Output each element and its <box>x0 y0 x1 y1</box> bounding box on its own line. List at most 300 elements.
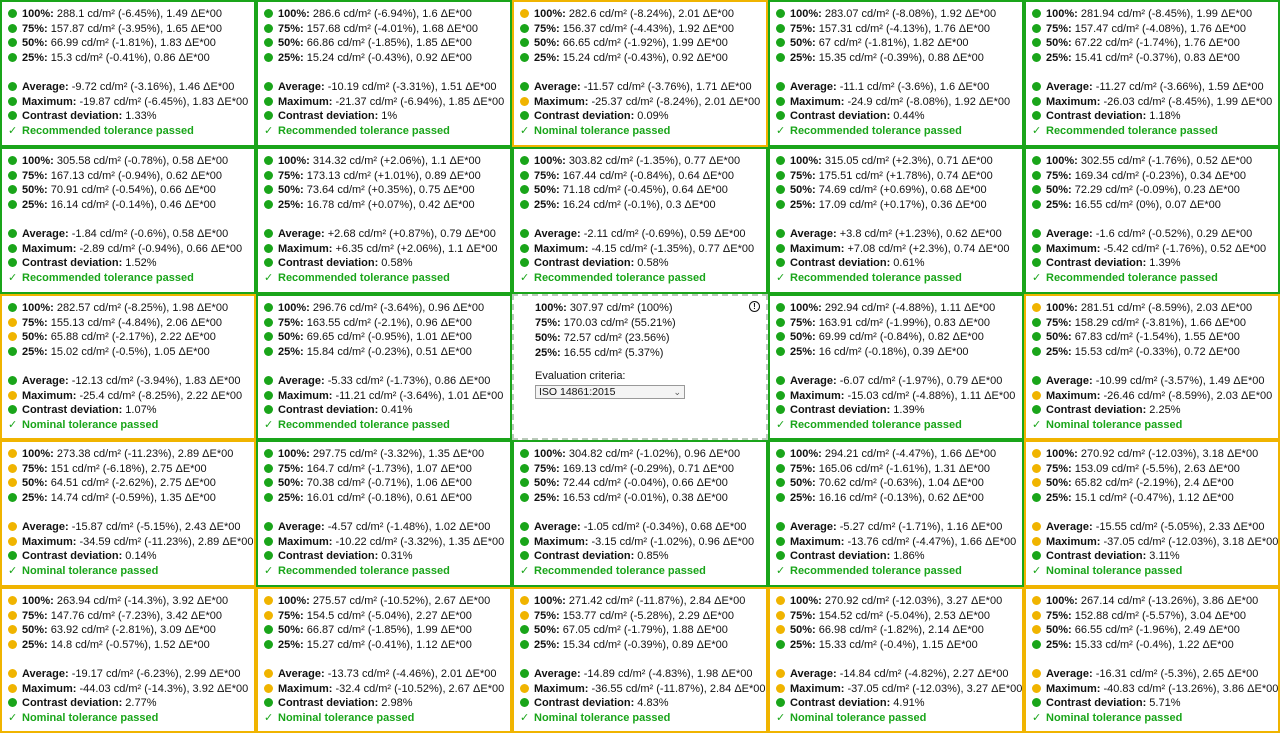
status-dot-icon <box>8 625 17 634</box>
status-dot-icon <box>264 38 273 47</box>
measurement-value: 15.02 cd/m² (-0.5%), 1.05 ΔE*00 <box>47 345 210 358</box>
measurement-label: 100%: <box>1046 302 1078 314</box>
measurement-line <box>776 256 1016 271</box>
measurement-line <box>8 447 248 462</box>
measurement-label: 75%: <box>278 22 304 35</box>
spacer <box>8 652 248 667</box>
measurement-label: Average: <box>790 667 837 680</box>
measurement-line <box>520 623 760 638</box>
measurement-label: 50%: <box>790 331 816 344</box>
measurement-cell <box>1024 440 1280 587</box>
measurement-label: Maximum: <box>1046 242 1101 255</box>
measurement-label: Average: <box>22 520 69 533</box>
measurement-line <box>776 242 1016 257</box>
measurement-value: 0.58% <box>634 257 669 270</box>
measurement-value: 169.34 cd/m² (-0.23%), 0.34 ΔE*00 <box>1071 169 1246 182</box>
measurement-value: 69.65 cd/m² (-0.95%), 1.01 ΔE*00 <box>303 331 472 344</box>
measurement-line <box>520 256 760 271</box>
tolerance-result <box>776 564 1016 579</box>
measurement-value: -12.13 cd/m² (-3.94%), 1.83 ΔE*00 <box>68 374 241 387</box>
status-dot-icon <box>1032 669 1041 678</box>
measurement-line <box>1032 7 1272 22</box>
measurement-value: 0.09% <box>634 110 669 123</box>
measurement-cell <box>1024 0 1280 147</box>
measurement-label: 75%: <box>278 462 304 475</box>
status-dot-icon <box>1032 53 1041 62</box>
status-dot-icon <box>8 493 17 502</box>
measurement-line <box>1032 242 1272 257</box>
spacer <box>520 652 760 667</box>
measurement-value: -25.37 cd/m² (-8.24%), 2.01 ΔE*00 <box>588 95 761 108</box>
measurement-label: Average: <box>534 667 581 680</box>
measurement-value: -11.21 cd/m² (-3.64%), 1.01 ΔE*00 <box>332 389 504 402</box>
measurement-label: Maximum: <box>1046 535 1101 548</box>
measurement-label: 100%: <box>534 155 566 167</box>
measurement-value: 15.1 cd/m² (-0.47%), 1.12 ΔE*00 <box>1071 491 1234 504</box>
measurement-line <box>1032 462 1272 477</box>
status-dot-icon <box>8 347 17 356</box>
status-dot-icon <box>1032 376 1041 385</box>
status-dot-icon <box>776 478 785 487</box>
measurement-line <box>776 198 1016 213</box>
measurement-label: 75%: <box>22 316 48 329</box>
measurement-value: 15.41 cd/m² (-0.37%), 0.83 ΔE*00 <box>1071 51 1240 64</box>
measurement-value: 270.92 cd/m² (-12.03%), 3.18 ΔE*00 <box>1077 448 1259 460</box>
measurement-value: 294.21 cd/m² (-4.47%), 1.66 ΔE*00 <box>821 448 997 460</box>
measurement-value: 66.86 cd/m² (-1.85%), 1.85 ΔE*00 <box>303 37 472 50</box>
status-dot-icon <box>776 625 785 634</box>
measurement-value: 15.27 cd/m² (-0.41%), 1.12 ΔE*00 <box>303 638 472 651</box>
reference-value: 307.97 cd/m² (100%) <box>566 302 673 314</box>
measurement-line <box>776 520 1016 535</box>
measurement-label: 50%: <box>534 37 560 50</box>
measurement-value: 16.55 cd/m² (0%), 0.07 ΔE*00 <box>1071 198 1221 211</box>
measurement-line <box>264 80 504 95</box>
tolerance-result-text: Recommended tolerance passed <box>22 124 194 137</box>
measurement-value: 157.68 cd/m² (-4.01%), 1.68 ΔE*00 <box>303 22 478 35</box>
status-dot-icon <box>520 625 529 634</box>
measurement-line <box>1032 594 1272 609</box>
measurement-line <box>8 389 248 404</box>
measurement-label: 100%: <box>22 8 54 20</box>
measurement-line <box>8 535 254 550</box>
measurement-label: 75%: <box>278 316 304 329</box>
measurement-line <box>8 169 248 184</box>
measurement-line <box>264 198 504 213</box>
measurement-line <box>1032 109 1272 124</box>
checkmark-icon: ✓ <box>520 711 530 724</box>
status-dot-icon <box>1032 111 1041 120</box>
measurement-label: Contrast deviation: <box>790 110 891 123</box>
measurement-value: 153.09 cd/m² (-5.5%), 2.63 ΔE*00 <box>1071 462 1240 475</box>
measurement-line <box>520 183 760 198</box>
spacer <box>520 505 760 520</box>
measurement-line <box>8 154 248 169</box>
spacer <box>264 505 504 520</box>
measurement-cell <box>512 587 768 733</box>
measurement-cell <box>256 294 512 440</box>
status-dot-icon <box>8 449 17 458</box>
tolerance-result <box>264 124 504 139</box>
measurement-value: -37.05 cd/m² (-12.03%), 3.27 ΔE*00 <box>844 682 1023 695</box>
status-dot-icon <box>1032 171 1041 180</box>
measurement-line <box>1032 80 1272 95</box>
status-dot-icon <box>1032 551 1041 560</box>
status-dot-icon <box>8 303 17 312</box>
status-dot-icon <box>776 698 785 707</box>
measurement-label: 50%: <box>1046 477 1072 490</box>
measurement-label: 25%: <box>278 51 304 64</box>
measurement-value: 154.5 cd/m² (-5.04%), 2.27 ΔE*00 <box>303 609 472 622</box>
measurement-line <box>776 549 1016 564</box>
measurement-value: 154.52 cd/m² (-5.04%), 2.53 ΔE*00 <box>815 609 990 622</box>
measurement-line <box>8 594 248 609</box>
spacer <box>8 212 248 227</box>
status-dot-icon <box>264 200 273 209</box>
measurement-line <box>1032 316 1272 331</box>
measurement-line <box>264 403 504 418</box>
checkmark-icon: ✓ <box>264 271 274 284</box>
checkmark-icon: ✓ <box>264 564 274 577</box>
spacer <box>1032 65 1272 80</box>
status-dot-icon <box>264 640 273 649</box>
measurement-line <box>1032 169 1272 184</box>
measurement-value: 314.32 cd/m² (+2.06%), 1.1 ΔE*00 <box>309 155 481 167</box>
measurement-value: -1.6 cd/m² (-0.52%), 0.29 ΔE*00 <box>1092 227 1253 240</box>
tolerance-result-text: Recommended tolerance passed <box>790 418 962 431</box>
info-icon[interactable]: ! <box>749 301 760 312</box>
measurement-label: 75%: <box>1046 22 1072 35</box>
measurement-label: 100%: <box>278 448 310 460</box>
measurement-line <box>264 476 504 491</box>
measurement-line <box>264 374 504 389</box>
measurement-value: -5.42 cd/m² (-1.76%), 0.52 ΔE*00 <box>1100 242 1267 255</box>
measurement-cell <box>1024 587 1280 733</box>
measurement-label: Average: <box>534 520 581 533</box>
measurement-value: 67.05 cd/m² (-1.79%), 1.88 ΔE*00 <box>559 624 728 637</box>
measurement-label: Contrast deviation: <box>278 110 379 123</box>
measurement-line <box>264 330 504 345</box>
status-dot-icon <box>776 493 785 502</box>
measurement-value: -2.89 cd/m² (-0.94%), 0.66 ΔE*00 <box>76 242 243 255</box>
measurement-value: 16 cd/m² (-0.18%), 0.39 ΔE*00 <box>815 345 969 358</box>
measurement-value: 1.18% <box>1146 110 1181 123</box>
measurement-label: 50%: <box>22 331 48 344</box>
measurement-label: Contrast deviation: <box>278 257 379 270</box>
status-dot-icon <box>520 111 529 120</box>
status-dot-icon <box>8 185 17 194</box>
measurement-line <box>8 623 248 638</box>
measurement-label: 50%: <box>22 477 48 490</box>
measurement-line <box>264 36 504 51</box>
status-dot-icon <box>264 405 273 414</box>
spacer <box>776 65 1016 80</box>
checkmark-icon: ✓ <box>1032 271 1042 284</box>
measurement-value: 16.24 cd/m² (-0.1%), 0.3 ΔE*00 <box>559 198 716 211</box>
measurement-label: Contrast deviation: <box>1046 697 1147 710</box>
status-dot-icon <box>520 478 529 487</box>
status-dot-icon <box>264 185 273 194</box>
checkmark-icon: ✓ <box>8 711 18 724</box>
status-dot-icon <box>264 449 273 458</box>
measurement-label: 25%: <box>790 51 816 64</box>
status-dot-icon <box>264 258 273 267</box>
measurement-label: 75%: <box>1046 169 1072 182</box>
tolerance-result <box>1032 271 1272 286</box>
measurement-cell <box>768 147 1024 294</box>
measurement-value: -5.27 cd/m² (-1.71%), 1.16 ΔE*00 <box>836 520 1003 533</box>
spacer <box>264 359 504 374</box>
measurement-line <box>8 330 248 345</box>
measurement-label: 75%: <box>534 22 560 35</box>
measurement-line <box>776 696 1016 711</box>
measurement-label: 100%: <box>534 448 566 460</box>
tolerance-result-text: Recommended tolerance passed <box>790 124 962 137</box>
reference-value: 16.55 cd/m² (5.37%) <box>560 347 664 359</box>
measurement-line <box>776 51 1016 66</box>
measurement-line <box>8 345 248 360</box>
measurement-line <box>520 51 760 66</box>
checkmark-icon: ✓ <box>264 124 274 137</box>
measurement-label: Maximum: <box>278 389 333 402</box>
status-dot-icon <box>776 9 785 18</box>
measurement-value: -1.84 cd/m² (-0.6%), 0.58 ΔE*00 <box>68 227 229 240</box>
measurement-line <box>776 22 1016 37</box>
measurement-value: 15.35 cd/m² (-0.39%), 0.88 ΔE*00 <box>815 51 984 64</box>
measurement-value: -14.89 cd/m² (-4.83%), 1.98 ΔE*00 <box>580 667 753 680</box>
tolerance-result <box>1032 711 1272 726</box>
measurement-value: 147.76 cd/m² (-7.23%), 3.42 ΔE*00 <box>47 609 222 622</box>
reference-label: 25%: <box>535 347 561 359</box>
measurement-value: 16.53 cd/m² (-0.01%), 0.38 ΔE*00 <box>559 491 728 504</box>
measurement-label: 50%: <box>790 477 816 490</box>
checkmark-icon: ✓ <box>776 271 786 284</box>
measurement-line <box>8 682 248 697</box>
measurement-line <box>8 667 248 682</box>
measurement-value: 65.82 cd/m² (-2.19%), 2.4 ΔE*00 <box>1071 477 1234 490</box>
measurement-label: 75%: <box>534 462 560 475</box>
measurement-value: 302.55 cd/m² (-1.76%), 0.52 ΔE*00 <box>1077 155 1253 167</box>
status-dot-icon <box>1032 156 1041 165</box>
measurement-value: -1.05 cd/m² (-0.34%), 0.68 ΔE*00 <box>580 520 747 533</box>
measurement-line <box>520 696 760 711</box>
measurement-line <box>264 462 504 477</box>
measurement-value: +3.8 cd/m² (+1.23%), 0.62 ΔE*00 <box>836 227 1002 240</box>
measurement-value: +6.35 cd/m² (+2.06%), 1.1 ΔE*00 <box>332 242 498 255</box>
measurement-label: 100%: <box>22 448 54 460</box>
measurement-line <box>264 301 504 316</box>
spacer <box>1032 359 1272 374</box>
measurement-line <box>1032 403 1272 418</box>
measurement-line <box>1032 696 1272 711</box>
measurement-label: Maximum: <box>1046 682 1101 695</box>
measurement-line <box>1032 682 1279 697</box>
status-dot-icon <box>264 698 273 707</box>
measurement-line <box>776 7 1016 22</box>
measurement-line <box>8 520 248 535</box>
measurement-label: Average: <box>790 227 837 240</box>
status-dot-icon <box>264 347 273 356</box>
measurement-value: 14.74 cd/m² (-0.59%), 1.35 ΔE*00 <box>47 491 216 504</box>
tolerance-result-text: Recommended tolerance passed <box>1046 124 1218 137</box>
measurement-value: -3.15 cd/m² (-1.02%), 0.96 ΔE*00 <box>588 535 755 548</box>
measurement-label: Maximum: <box>790 242 845 255</box>
measurement-line <box>264 169 504 184</box>
measurement-label: 25%: <box>22 198 48 211</box>
measurement-line <box>8 51 248 66</box>
measurement-line <box>776 374 1016 389</box>
measurement-value: 2.98% <box>378 697 413 710</box>
measurement-value: -36.55 cd/m² (-11.87%), 2.84 ΔE*00 <box>588 682 766 695</box>
measurement-label: Average: <box>22 374 69 387</box>
status-dot-icon <box>1032 493 1041 502</box>
measurement-line <box>1032 638 1272 653</box>
tolerance-result-text: Nominal tolerance passed <box>278 711 415 724</box>
status-dot-icon <box>776 684 785 693</box>
measurement-line <box>264 51 504 66</box>
status-dot-icon <box>8 24 17 33</box>
measurement-line <box>8 491 248 506</box>
measurement-value: 0.31% <box>378 550 413 563</box>
measurement-label: Maximum: <box>534 535 589 548</box>
status-dot-icon <box>520 82 529 91</box>
status-dot-icon <box>1032 449 1041 458</box>
measurement-line <box>1032 535 1279 550</box>
measurement-value: -24.9 cd/m² (-8.08%), 1.92 ΔE*00 <box>844 95 1011 108</box>
measurement-value: -4.15 cd/m² (-1.35%), 0.77 ΔE*00 <box>588 242 755 255</box>
measurement-label: Contrast deviation: <box>534 550 635 563</box>
measurement-label: Contrast deviation: <box>534 257 635 270</box>
status-dot-icon <box>264 332 273 341</box>
tolerance-result-text: Recommended tolerance passed <box>22 271 194 284</box>
measurement-label: 75%: <box>1046 316 1072 329</box>
measurement-line <box>264 682 504 697</box>
status-dot-icon <box>264 493 273 502</box>
status-dot-icon <box>1032 38 1041 47</box>
measurement-line <box>520 227 760 242</box>
status-dot-icon <box>776 258 785 267</box>
measurement-value: 72.29 cd/m² (-0.09%), 0.23 ΔE*00 <box>1071 184 1240 197</box>
measurement-cell <box>0 440 256 587</box>
measurement-line <box>520 447 760 462</box>
measurement-line <box>8 316 248 331</box>
measurement-value: 15.53 cd/m² (-0.33%), 0.72 ΔE*00 <box>1071 345 1240 358</box>
measurement-label: Contrast deviation: <box>22 257 123 270</box>
measurement-label: Average: <box>790 80 837 93</box>
status-dot-icon <box>8 244 17 253</box>
status-dot-icon <box>8 318 17 327</box>
spacer <box>8 65 248 80</box>
measurement-label: 25%: <box>1046 51 1072 64</box>
status-dot-icon <box>776 376 785 385</box>
measurement-label: Average: <box>278 667 325 680</box>
measurement-line <box>264 638 504 653</box>
status-dot-icon <box>264 391 273 400</box>
tolerance-result <box>520 711 760 726</box>
measurement-value: 292.94 cd/m² (-4.88%), 1.11 ΔE*00 <box>821 302 996 314</box>
tolerance-result <box>8 711 248 726</box>
measurement-value: -21.37 cd/m² (-6.94%), 1.85 ΔE*00 <box>332 95 505 108</box>
tolerance-result <box>1032 564 1272 579</box>
status-dot-icon <box>8 405 17 414</box>
measurement-line <box>8 696 248 711</box>
measurement-value: -5.33 cd/m² (-1.73%), 0.86 ΔE*00 <box>324 374 491 387</box>
measurement-label: 25%: <box>1046 491 1072 504</box>
measurement-line <box>8 183 248 198</box>
measurement-line <box>264 535 504 550</box>
status-dot-icon <box>776 38 785 47</box>
measurement-cell <box>1024 147 1280 294</box>
status-dot-icon <box>776 464 785 473</box>
status-dot-icon <box>520 156 529 165</box>
measurement-value: 0.41% <box>378 404 413 417</box>
tolerance-result-text: Nominal tolerance passed <box>22 564 159 577</box>
status-dot-icon <box>8 551 17 560</box>
tolerance-result-text: Nominal tolerance passed <box>1046 711 1183 724</box>
measurement-label: 50%: <box>278 37 304 50</box>
measurement-value: 69.99 cd/m² (-0.84%), 0.82 ΔE*00 <box>815 331 984 344</box>
measurement-line <box>8 109 248 124</box>
measurement-value: 156.37 cd/m² (-4.43%), 1.92 ΔE*00 <box>559 22 734 35</box>
status-dot-icon <box>776 97 785 106</box>
measurement-value: 4.83% <box>634 697 669 710</box>
measurement-value: 158.29 cd/m² (-3.81%), 1.66 ΔE*00 <box>1071 316 1246 329</box>
reference-label: 100%: <box>535 302 567 314</box>
measurement-value: 1% <box>378 110 398 123</box>
measurement-line <box>1032 22 1272 37</box>
measurement-cell <box>768 440 1024 587</box>
measurement-value: 15.3 cd/m² (-0.41%), 0.86 ΔE*00 <box>47 51 210 64</box>
status-dot-icon <box>8 82 17 91</box>
measurement-label: Maximum: <box>22 389 77 402</box>
measurement-line <box>8 549 248 564</box>
measurement-value: 15.84 cd/m² (-0.23%), 0.51 ΔE*00 <box>303 345 472 358</box>
status-dot-icon <box>1032 229 1041 238</box>
status-dot-icon <box>520 669 529 678</box>
status-dot-icon <box>264 478 273 487</box>
measurement-value: 281.51 cd/m² (-8.59%), 2.03 ΔE*00 <box>1077 302 1253 314</box>
evaluation-criteria-select[interactable] <box>535 385 685 399</box>
spacer <box>8 359 248 374</box>
measurement-label: 75%: <box>22 169 48 182</box>
measurement-line <box>1032 667 1272 682</box>
measurement-label: Maximum: <box>790 95 845 108</box>
tolerance-result-text: Nominal tolerance passed <box>534 124 671 137</box>
reference-label: 50%: <box>535 332 561 344</box>
measurement-line <box>776 316 1016 331</box>
measurement-line <box>1032 491 1272 506</box>
status-dot-icon <box>776 537 785 546</box>
measurement-cell <box>256 587 512 733</box>
status-dot-icon <box>8 111 17 120</box>
measurement-value: -32.4 cd/m² (-10.52%), 2.67 ΔE*00 <box>332 682 505 695</box>
measurement-value: 152.88 cd/m² (-5.57%), 3.04 ΔE*00 <box>1071 609 1246 622</box>
measurement-label: Average: <box>1046 667 1093 680</box>
measurement-label: Contrast deviation: <box>790 404 891 417</box>
tolerance-result-text: Recommended tolerance passed <box>534 564 706 577</box>
measurement-line <box>776 330 1016 345</box>
measurement-value: 4.91% <box>890 697 925 710</box>
measurement-cell <box>0 294 256 440</box>
measurement-label: Average: <box>1046 520 1093 533</box>
measurement-line <box>520 594 760 609</box>
measurement-line <box>264 491 504 506</box>
status-dot-icon <box>1032 332 1041 341</box>
status-dot-icon <box>1032 522 1041 531</box>
measurement-cell <box>256 147 512 294</box>
measurement-value: -14.84 cd/m² (-4.82%), 2.27 ΔE*00 <box>836 667 1009 680</box>
measurement-line <box>520 169 760 184</box>
